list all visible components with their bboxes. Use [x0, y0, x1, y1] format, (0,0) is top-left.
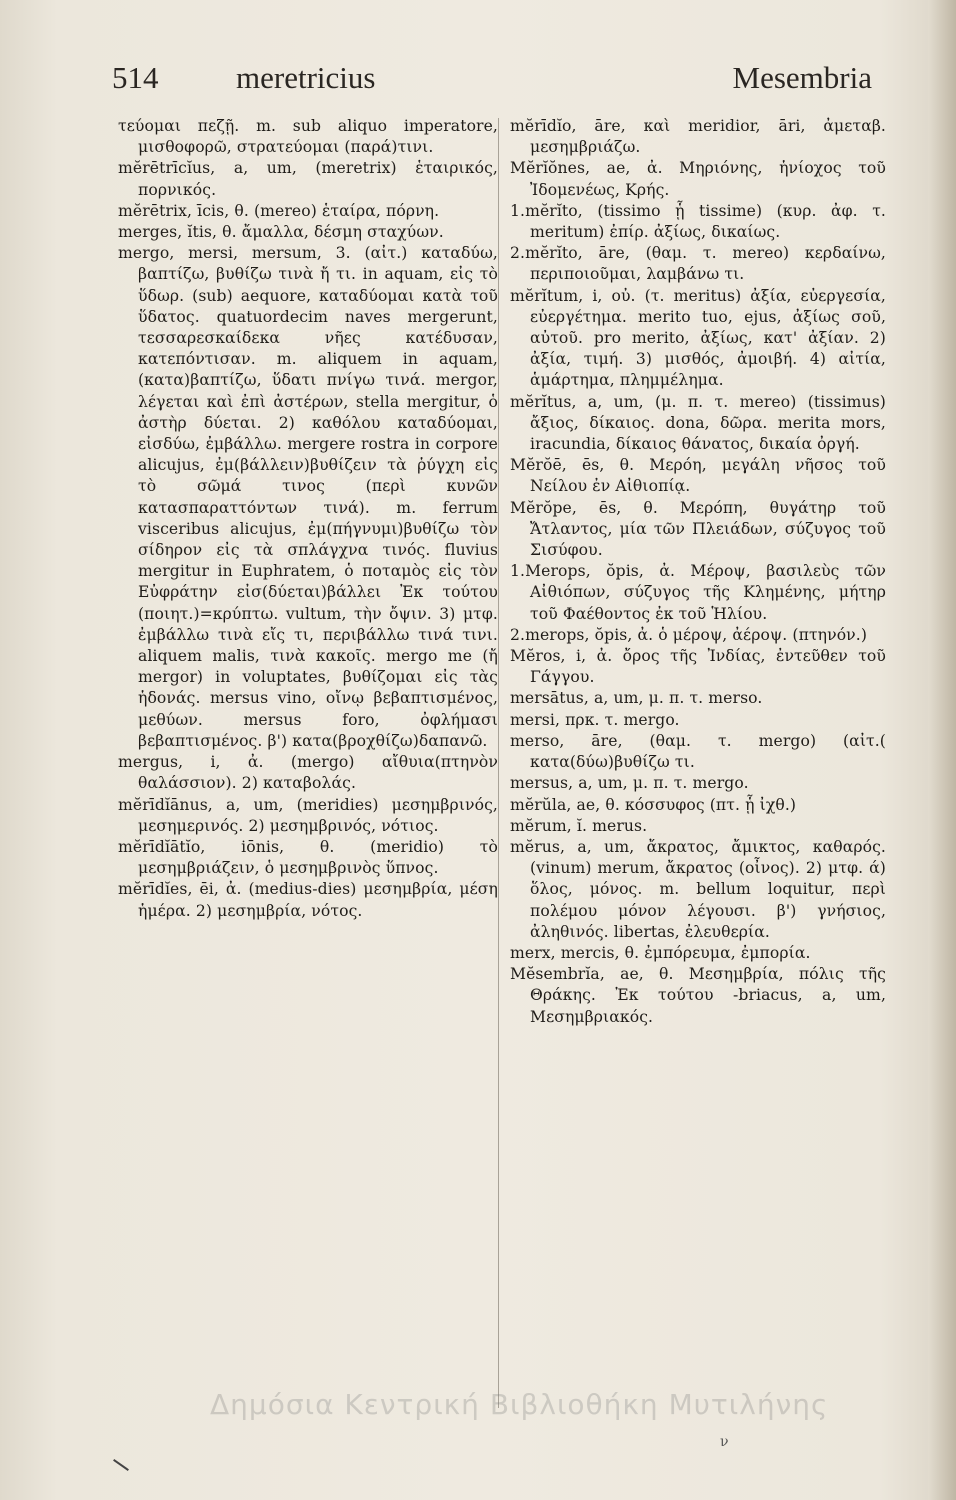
dictionary-entry: mergus, i, ἀ. (mergo) αἴθυια(πτηνὸν θαλάσσιον). 2) καταβολάς.: [118, 753, 498, 793]
dictionary-entry: mĕrum, ĭ. merus.: [510, 816, 648, 835]
corner-mark: [113, 1459, 129, 1471]
dictionary-entry: mĕrĭtum, i, οὐ. (τ. meritus) ἀξία, εὐεργεσία, εὐεργέτημα. merito tuo, ejus, ἀξίως σοῦ, αὐτοῦ. pro merito, ἀξίως, κατ' ἀξίαν. 2) ἀξία, τιμή. 3) μισθός, ἀμοιβή. 4) αἰτία, ἁμάρτημα, πλημμέλημα.: [510, 286, 886, 390]
dictionary-entry: 1.Merops, ŏpis, ἀ. Μέροψ, βασιλεὺς τῶν Αἰθιόπων, σύζυγος τῆς Κλημένης, μήτηρ τοῦ Φαέθοντος ἐκ τοῦ Ἡλίου.: [510, 562, 886, 623]
right-column: [510, 116, 886, 1028]
dictionary-entry: merso, āre, (θαμ. τ. mergo) (αἰτ.( κατα(δύω)βυθίζω τι.: [510, 731, 886, 772]
page-header: [112, 60, 872, 104]
dictionary-entry: 2.mĕrĭto, āre, (θαμ. τ. mereo) κερδαίνω, περιποιοῦμαι, λαμβάνω τι.: [510, 244, 886, 284]
dictionary-entry: mersi, πρκ. τ. mergo.: [510, 710, 680, 729]
footer-mark: ν: [720, 1434, 729, 1450]
dictionary-entry: mĕrētrīcĭus, a, um, (meretrix) ἑταιρικός, πορνικός.: [118, 159, 498, 199]
dictionary-entry: mersus, a, um, μ. π. τ. mergo.: [510, 774, 749, 793]
dictionary-entry: Mĕrĭŏnes, ae, ἀ. Μηριόνης, ἡνίοχος τοῦ Ἰδομενέως, Κρής.: [510, 159, 886, 199]
dictionary-entry: merges, ĭtis, θ. ἄμαλλα, δέσμη σταχύων.: [118, 223, 444, 242]
dictionary-entry: τεύομαι πεζῇ. m. sub aliquo imperatore, μισθοφορῶ, στρατεύομαι (παρά)τινι.: [118, 117, 498, 157]
dictionary-entry: 2.merops, ŏpis, ἀ. ὁ μέροψ, ἀέροψ. (πτηνόν.): [510, 625, 868, 644]
dictionary-entry: mĕrīdĭānus, a, um, (meridies) μεσημβρινός, μεσημερινός. 2) μεσημβρινός, νότιος.: [118, 795, 498, 835]
dictionary-entry: mĕrŭla, ae, θ. κόσσυφος (πτ. ᾗ ἰχθ.): [510, 795, 797, 814]
dictionary-entry: mĕrīdĭes, ēi, ἀ. (medius-dies) μεσημβρία, μέση ἡμέρα. 2) μεσημβρία, νότος.: [118, 880, 498, 920]
dictionary-entry: mĕrus, a, um, ἄκρατος, ἄμικτος, καθαρός. (vinum) merum, ἄκρατος (οἶνος). 2) μτφ. ά) ὅλος, μόνος. m. bellum loquitur, περὶ πολέμου μόνον λέγουσι. β') γνήσιος, ἀληθινός. libertas, ἐλευθερία.: [510, 837, 886, 941]
column-divider: [498, 118, 499, 1408]
dictionary-entry: Mĕros, i, ἀ. ὄρος τῆς Ἰνδίας, ἐντεῦθεν τοῦ Γάγγου.: [510, 647, 886, 687]
dictionary-entry: merx, mercis, θ. ἐμπόρευμα, ἐμπορία.: [510, 943, 811, 962]
dictionary-entry: mersātus, a, um, μ. π. τ. merso.: [510, 689, 763, 708]
dictionary-entry: mĕrīdĭātĭo, iōnis, θ. (meridio) τὸ μεσημβριάζειν, ὁ μεσημβρινὸς ὕπνος.: [118, 837, 498, 878]
left-running-headword: meretricius: [236, 60, 376, 95]
dictionary-entry: Mĕrŏē, ēs, θ. Μερόη, μεγάλη νῆσος τοῦ Νείλου ἐν Αἰθιοπίᾳ.: [510, 456, 886, 496]
dictionary-entry: mĕrētrix, īcis, θ. (mereo) ἑταίρα, πόρνη.: [118, 201, 440, 220]
page-edge: [928, 0, 956, 1500]
dictionary-entry: Mĕrŏpe, ēs, θ. Μερόπη, θυγάτηρ τοῦ Ἄτλαντος, μία τῶν Πλειάδων, σύζυγος τοῦ Σισύφου.: [510, 498, 886, 560]
right-running-headword: Mesembria: [732, 60, 872, 95]
left-column: [118, 116, 498, 922]
dictionary-entry: mĕrĭtus, a, um, (μ. π. τ. mereo) (tissimus) ἄξιος, δίκαιος. dona, δῶρα. merita mors, iracundia, δίκαιος θάνατος, δικαία ὀργή.: [510, 392, 886, 454]
page-number: 514: [112, 60, 159, 95]
dictionary-entry: mĕrīdĭo, āre, καὶ meridior, āri, ἀμεταβ. μεσημβριάζω.: [510, 117, 886, 157]
dictionary-entry: 1.mĕrĭto, (tissimo ᾗ tissime) (κυρ. ἀφ. τ. meritum) ἐπίρ. ἀξίως, δικαίως.: [510, 201, 886, 242]
library-watermark: Δημόσια Κεντρική Βιβλιοθήκη Μυτιλήνης: [210, 1388, 829, 1421]
dictionary-entry: Mĕsembrĭa, ae, θ. Μεσημβρία, πόλις τῆς Θράκης. Ἐκ τούτου -briacus, a, um, Μεσημβριακός.: [510, 965, 886, 1026]
dictionary-entry: mergo, mersi, mersum, 3. (αἰτ.) καταδύω, βαπτίζω, βυθίζω τινὰ ἤ τι. in aquam, εἰς τὸ ὕδωρ. (sub) aequore, καταδύομαι κατὰ τοῦ ὕδατος. quatuordecim naves mergerunt, τεσσαρεσκαίδεκα νῆες κατέδυσαν, κατεπόντισαν. m. aliquem in aquam,(κατα)βαπτίζω, ὕδατι πνίγω τινά. mergor, λέγεται καὶ ἐπὶ ἀστέρων, stella mergitur, ὁ ἀστὴρ δύεται. 2) καθόλου καταδύομαι, εἰσδύω, ἐμβάλλω. mergere rostra in corpore alicujus, ἐμ(βάλλειν)βυθίζειν τὰ ῥύγχη εἰς τὸ σῶμά τινος (περὶ κυνῶν κατασπαραττόντων τινά). m. ferrum visceribus alicujus, ἐμ(πήγνυμι)βυθίζω τὸν σίδηρον εἰς τὰ σπλάγχνα τινός. fluvius mergitur in Euphratem, ὁ ποταμὸς εἰς τὸν Εὐφράτην εἰσ(δύεται)βάλλει Ἐκ τούτου (ποιητ.)=κρύπτω. vultum, τὴν ὄψιν. 3) μτφ. ἐμβάλλω τινὰ εἴς τι, περιβάλλω τινά τινι. aliquem malis, τινὰ κακοῖς. mergo me (ἤ mergor) in voluptates, βυθίζομαι εἰς τὰς ἡδονάς. mersus vino, οἴνῳ βεβαπτισμένος, μεθύων. mersus foro, ὀφλήμασι βεβαπτισμένος. β') κατα(βροχθίζω)δαπανῶ.: [118, 244, 498, 750]
